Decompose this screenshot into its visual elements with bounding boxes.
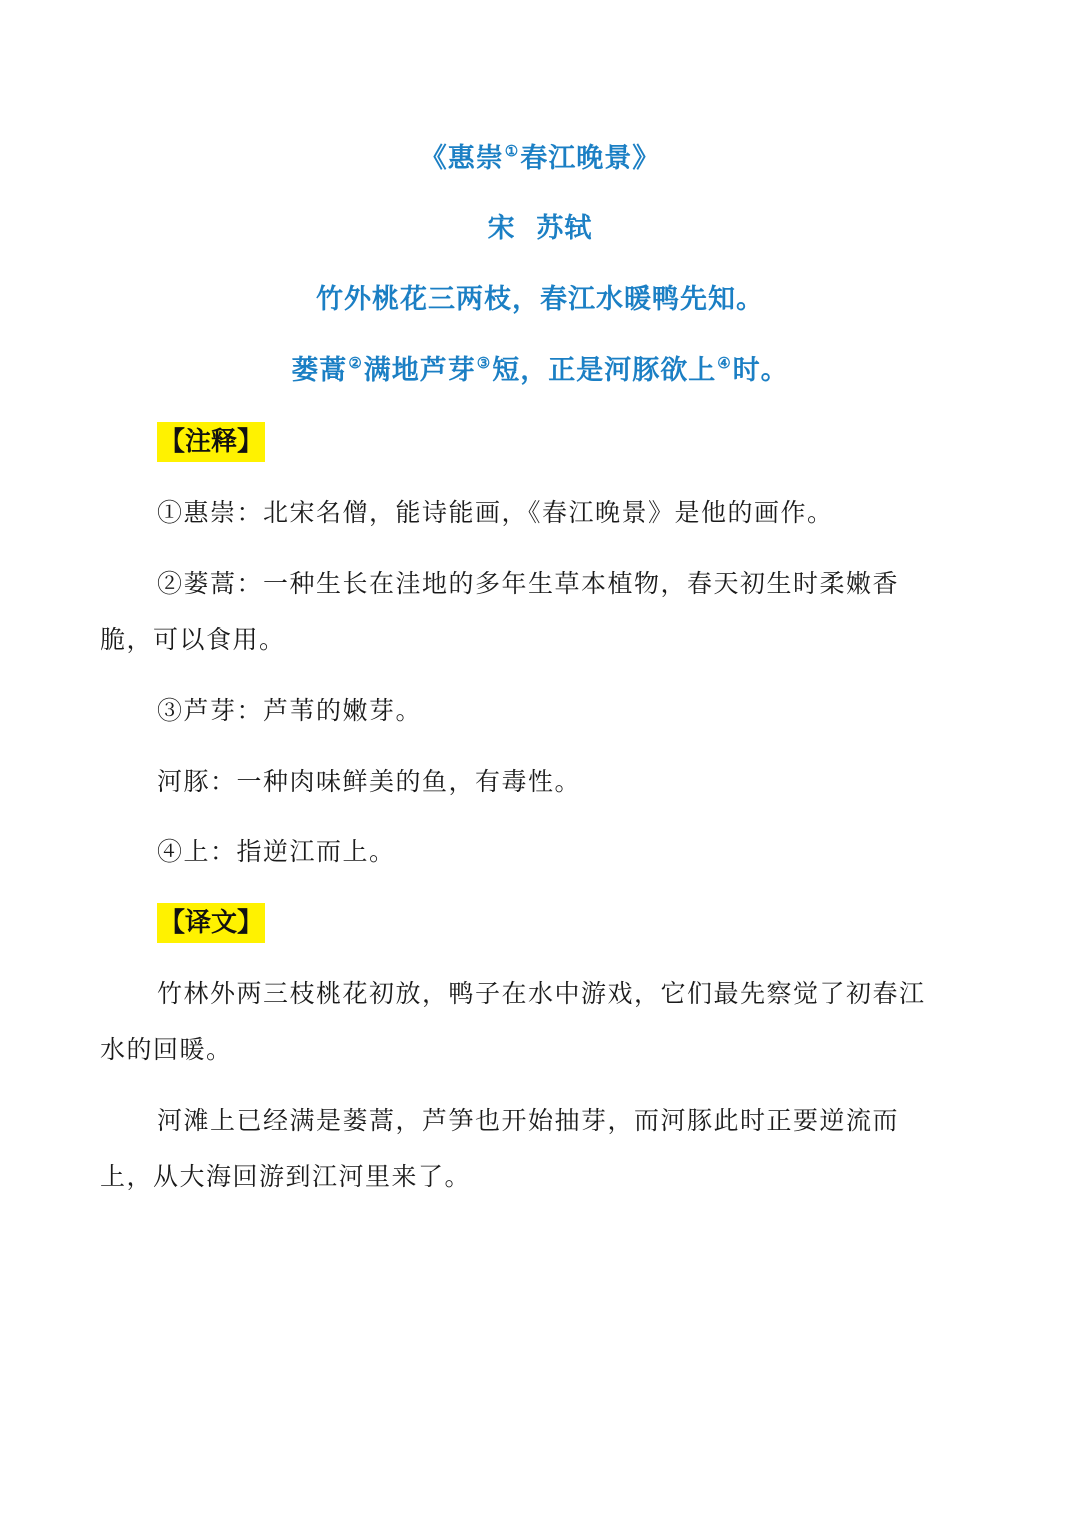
footnote-mark: ② [348, 354, 363, 372]
translation-p1-line-2: 水的回暖。 [100, 1035, 233, 1064]
footnote-mark: ③ [476, 354, 492, 372]
poem-line-2-part: 满地芦芽 [363, 355, 476, 386]
poem-line-2 [0, 351, 1080, 391]
poem-line-2-part: 蒌蒿 [291, 355, 348, 386]
notes-label: 【注释】 [157, 422, 265, 462]
note-3b: 河豚：一种肉味鲜美的鱼，有毒性。 [157, 767, 582, 796]
note-2-line-1: ②蒌蒿：一种生长在洼地的多年生草本植物，春天初生时柔嫩香 [157, 569, 900, 598]
poem-title [0, 139, 1080, 179]
poem-title-suffix: 春江晚景》 [520, 143, 661, 174]
translation-p1-line-1: 竹林外两三枝桃花初放，鸭子在水中游戏，它们最先察觉了初春江 [157, 979, 926, 1008]
note-4: ④上：指逆江而上。 [157, 837, 396, 866]
poem-line-1: 竹外桃花三两枝，春江水暖鸭先知。 [316, 284, 764, 315]
poem-line-2-part: 时。 [732, 355, 789, 386]
poem-line-2-part: 短，正是河豚欲上 [492, 355, 717, 386]
translation-p2-line-1: 河滩上已经满是蒌蒿，芦笋也开始抽芽，而河豚此时正要逆流而 [157, 1106, 900, 1135]
footnote-mark: ① [504, 142, 520, 160]
translation-label: 【译文】 [157, 903, 265, 943]
note-3: ③芦芽：芦苇的嫩芽。 [157, 696, 423, 725]
footnote-mark: ④ [717, 354, 732, 372]
note-1: ①惠崇：北宋名僧，能诗能画，《春江晚景》是他的画作。 [157, 498, 834, 527]
translation-p2-line-2: 上，从大海回游到江河里来了。 [100, 1162, 472, 1191]
note-2-line-2: 脆，可以食用。 [100, 625, 286, 654]
poem-author: 宋 苏轼 [487, 213, 593, 244]
poem-title-prefix: 《惠崇 [419, 143, 504, 174]
